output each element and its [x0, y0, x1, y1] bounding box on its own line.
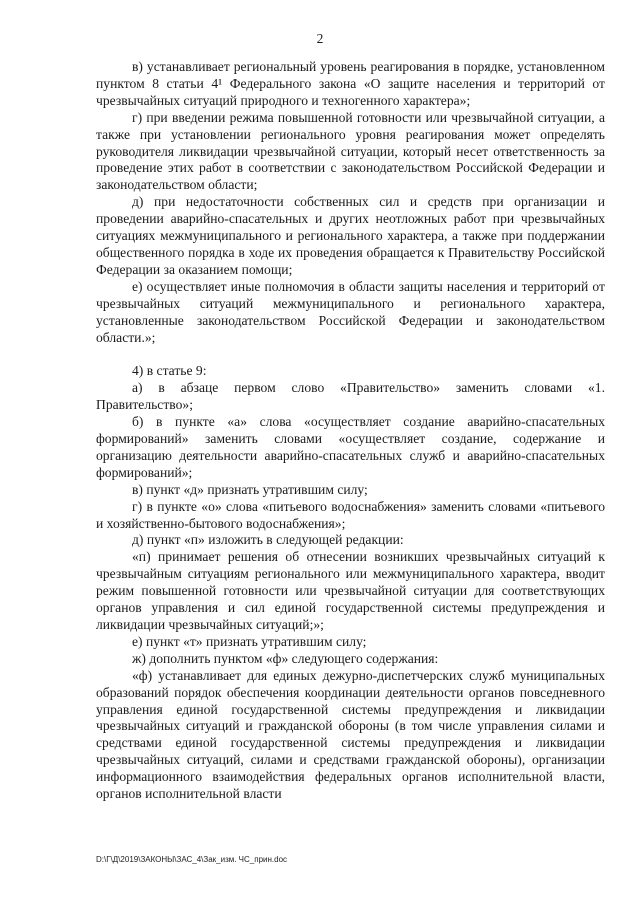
- amendment-e: е) пункт «т» признать утратившим силу;: [132, 633, 367, 649]
- paragraph-g: г) при введении режима повышенной готовности или чрезвычайной ситуации, а также при установлении регионального уровня реагирования может определять руководителя ликвидации чрезвычайной ситуации, который несет ответственность за проведение этих работ в соответствии с законодательством Российской Федерации и законодательством области;: [96, 109, 605, 193]
- paragraph-e: е) осуществляет иные полномочия в области защиты населения и территорий от чрезвычайных ситуаций межмуниципального и регионального характера, установленные законодательством Российской Федерации и законодательством области.»;: [96, 278, 605, 345]
- paragraph-v: в) устанавливает региональный уровень реагирования в порядке, установленном пунктом 8 статьи 4¹ Федерального закона «О защите населения и территорий от чрезвычайных ситуаций природного и техногенного характера»;: [96, 59, 605, 108]
- new-item-f-text: «ф) устанавливает для единых дежурно-диспетчерских служб муниципальных образований порядок обеспечения координации деятельности органов повседневного управления единой государственной системы предупреждения и ликвидации чрезвычайных ситуаций и гражданской обороны (в том числе управления силами и средствами единой государственной системы предупреждения и ликвидации чрезвычайных ситуаций, силами и средствами гражданской обороны), организации информационного взаимодействия федеральных органов исполнительной власти, органов исполнительной власти: [96, 667, 605, 802]
- amendment-b: б) в пункте «а» слова «осуществляет создание аварийно-спасательных формирований» заменить словами «осуществляет создание, содержание и организацию деятельности аварийно-спасательных служб и аварийно-спасательных формирований»;: [96, 414, 605, 480]
- amendment-a: а) в абзаце первом слово «Правительство» заменить словами «1. Правительство»;: [96, 380, 605, 413]
- amendment-d: д) пункт «п» изложить в следующей редакции:: [132, 532, 404, 548]
- amendment-g: г) в пункте «о» слова «питьевого водоснабжения» заменить словами «питьевого и хозяйственно-бытового водоснабжения»;: [96, 498, 605, 531]
- new-item-p-text: «п) принимает решения об отнесении возникших чрезвычайных ситуаций к чрезвычайным ситуациям регионального или межмуниципального характера, вводит режим повышенной готовности или чрезвычайной ситуации для соответствующих органов управления и сил единой государственной системы предупреждения и ликвидации чрезвычайных ситуаций;»;: [96, 549, 605, 632]
- document-body: [96, 59, 605, 803]
- paragraph-d: д) при недостаточности собственных сил и средств при организации и проведении аварийно-спасательных и других неотложных работ при чрезвычайных ситуациях межмуниципального и регионального характера, а также при поддержании общественного порядка в ходе их проведения обращается к Правительству Российской Федерации за оказанием помощи;: [96, 194, 605, 277]
- file-path-footer: D:\Г\Д\2019\ЗАКОНЫ\ЗАС_4\Зак_изм. ЧС_прин.doc: [96, 855, 288, 864]
- amendment-zh: ж) дополнить пунктом «ф» следующего содержания:: [132, 650, 439, 666]
- item-4-heading: 4) в статье 9:: [132, 363, 207, 379]
- page-number: 2: [316, 31, 324, 46]
- amendment-v: в) пункт «д» признать утратившим силу;: [132, 481, 368, 497]
